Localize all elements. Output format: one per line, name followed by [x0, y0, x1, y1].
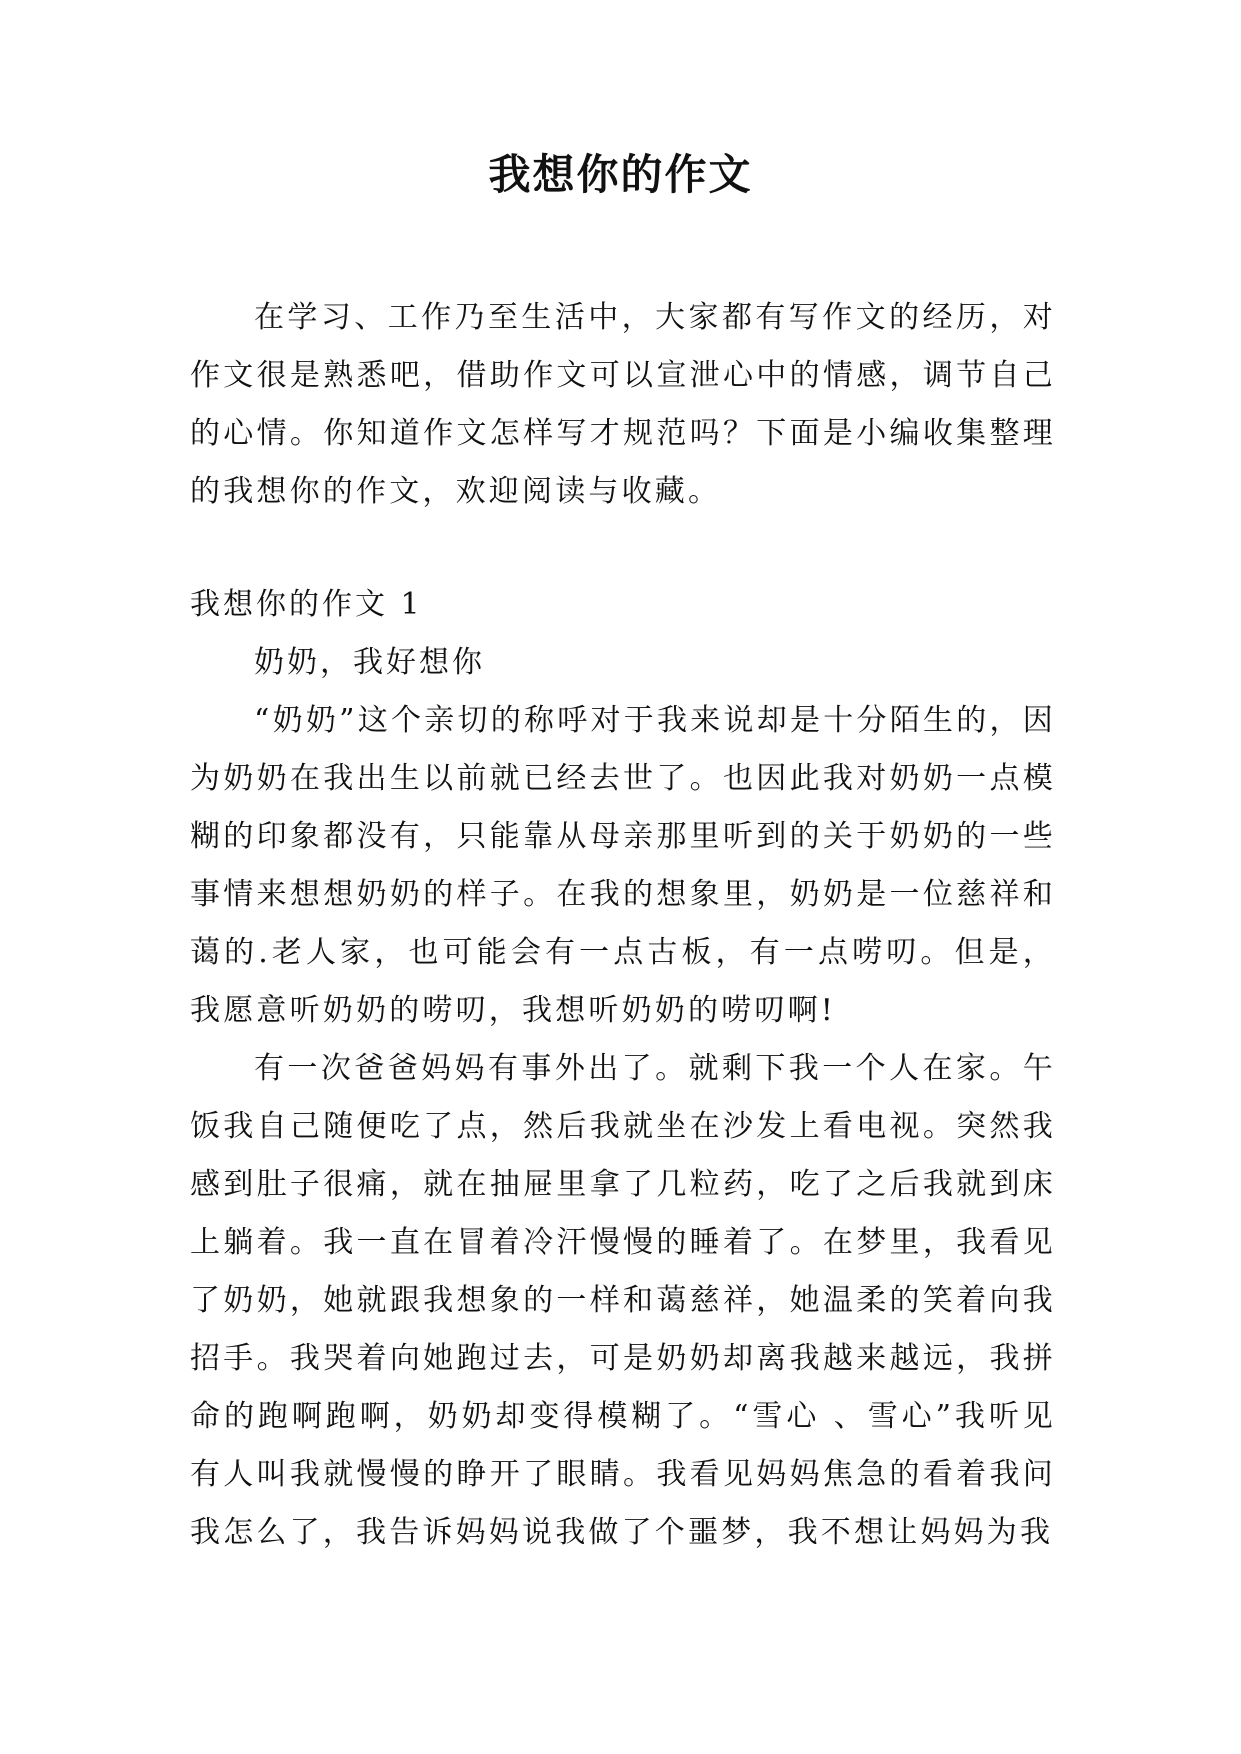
essay-paragraph: 有一次爸爸妈妈有事外出了。就剩下我一个人在家。午饭我自己随便吃了点，然后我就坐在沙发上看电视。突然我感到肚子很痛，就在抽屉里拿了几粒药，吃了之后我就到床上躺着。我一直在冒着冷汗慢慢的睡着了。在梦里，我看见了奶奶，她就跟我想象的一样和蔼慈祥，她温柔的笑着向我招手。我哭着向她跑过去，可是奶奶却离我越来越远，我拼命的跑啊跑啊，奶奶却变得模糊了。“雪心 、雪心”我听见有人叫我就慢慢的睁开了眼睛。我看见妈妈焦急的看着我问我怎么了，我告诉妈妈说我做了个噩梦，我不想让妈妈为我: [190, 1051, 1056, 1550]
intro-paragraph: 在学习、工作乃至生活中，大家都有写作文的经历，对作文很是熟悉吧，借助作文可以宣泄心中的情感，调节自己的心情。你知道作文怎样写才规范吗？下面是小编收集整理的我想你的作文，欢迎阅读与收藏。: [190, 300, 1056, 509]
section-heading: 我想你的作文 1: [190, 587, 423, 622]
essay-paragraph: “奶奶”这个亲切的称呼对于我来说却是十分陌生的，因为奶奶在我出生以前就已经去世了。也因此我对奶奶一点模糊的印象都没有，只能靠从母亲那里听到的关于奶奶的一些事情来想想奶奶的样子。在我的想象里，奶奶是一位慈祥和蔼的.老人家，也可能会有一点古板，有一点唠叨。但是，我愿意听奶奶的唠叨，我想听奶奶的唠叨啊!: [190, 703, 1056, 1028]
document-title: 我想你的作文: [488, 150, 753, 199]
essay-title: 奶奶，我好想你: [254, 645, 485, 680]
